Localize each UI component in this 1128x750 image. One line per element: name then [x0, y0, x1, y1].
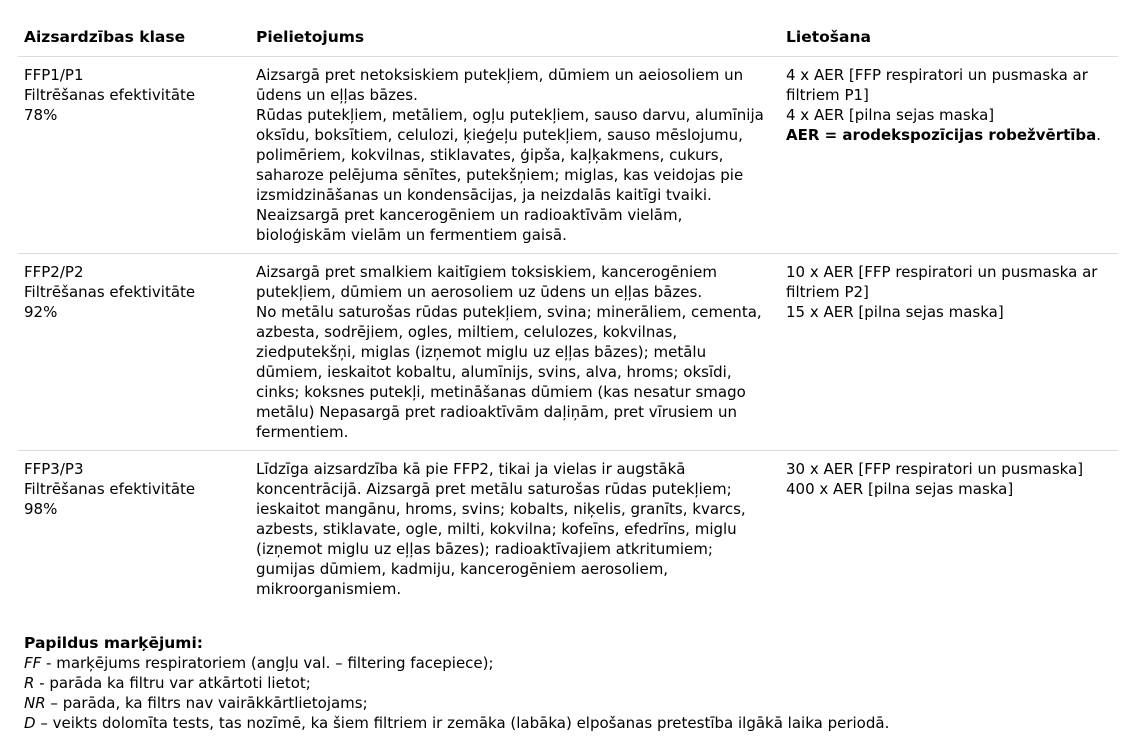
table-row-ffp1: [18, 57, 1118, 254]
note-text: - parāda ka filtru var atkārtoti lietot;: [34, 674, 311, 692]
additional-markings: [24, 633, 889, 733]
class-efficiency-value: 78%: [24, 106, 58, 124]
note-item: [24, 673, 889, 693]
note-item: [24, 693, 889, 713]
note-text: - marķējums respiratoriem (angļu val. – filtering facepiece);: [41, 654, 494, 672]
note-term: R: [24, 674, 35, 692]
header-protection-class: Aizsardzības klase: [18, 22, 250, 57]
usage-cell: [780, 451, 1118, 608]
application-text: Līdzīga aizsardzība kā pie FFP2, tikai ja vielas ir augstākā koncentrācijā. Aizsargā pret metālu saturošas rūdas putekļiem; ieskaitot mangānu, hroms, svins; kobalts, niķelis, granīts, kvarcs, azbests, stiklavate, ogle, milti, kokvilna; kofeīns, efedrīns, miglu (izņemot miglu uz eļļas bāzes); radioaktīvajiem atkritumiem; gumijas dūmiem, kadmiju, kancerogēniem aerosoliem, mikroorganismiem.: [256, 460, 751, 598]
class-cell: [18, 254, 250, 451]
note-term: FF: [24, 654, 42, 672]
class-efficiency-label: Filtrēšanas efektivitāte: [24, 86, 196, 104]
usage-line: 4 x AER [FFP respiratori un pusmaska ar filtriem P1]: [786, 66, 1093, 104]
usage-line: 10 x AER [FFP respiratori un pusmaska ar filtriem P2]: [786, 263, 1103, 301]
class-cell: [18, 57, 250, 254]
aer-definition-tail: .: [1096, 126, 1102, 144]
usage-line: 15 x AER [pilna sejas maska]: [786, 303, 1004, 321]
usage-cell: [780, 254, 1118, 451]
usage-line: 4 x AER [pilna sejas maska]: [786, 106, 995, 124]
usage-cell: [780, 57, 1118, 254]
note-term: NR: [24, 694, 46, 712]
note-text: – veikts dolomīta tests, tas nozīmē, ka šiem filtriem ir zemāka (labāka) elpošanas pretestība ilgākā laika periodā.: [35, 714, 890, 732]
note-text: – parāda, ka filtrs nav vairākkārtlietojams;: [45, 694, 368, 712]
application-text: Aizsargā pret netoksiskiem putekļiem, dūmiem un aeiosoliem un ūdens un eļļas bāzes. Rūdas putekļiem, metāliem, ogļu putekļiem, sauso darvu, alumīnija oksīdu, boksītiem, celulozi, ķieģeļu putekļiem, sauso mēslojumu, polimēriem, kokvilnas, stiklavates, ģipša, kaļķakmens, cukurs, saharoze pelējuma sēnītes, putekšņiem; miglas, kas veidojas pie izsmidzināšanas un kondensācijas, ja neizdalās kaitīgi tvaiki. Neaizsargā pret kancerogēniem un radioaktīvām vielām, bioloģiskām vielām un fermentiem gaisā.: [256, 66, 764, 244]
class-code: FFP2/P2: [24, 263, 84, 281]
note-item: [24, 713, 889, 733]
table-row-ffp2: [18, 254, 1118, 451]
class-code: FFP1/P1: [24, 66, 84, 84]
usage-line: 30 x AER [FFP respiratori un pusmaska]: [786, 460, 1084, 478]
class-code: FFP3/P3: [24, 460, 84, 478]
aer-definition: [786, 125, 1112, 145]
class-efficiency-label: Filtrēšanas efektivitāte: [24, 283, 196, 301]
aer-definition-bold: AER = arodekspozīcijas robežvērtība: [786, 126, 1097, 144]
notes-title: Papildus marķējumi:: [24, 634, 203, 652]
header-usage: Lietošana: [780, 22, 1118, 57]
respirator-class-table: [18, 22, 1118, 607]
table-header-row: [18, 22, 1118, 57]
note-term: D: [24, 714, 36, 732]
usage-line: 400 x AER [pilna sejas maska]: [786, 480, 1014, 498]
class-efficiency-label: Filtrēšanas efektivitāte: [24, 480, 196, 498]
application-cell: [250, 57, 780, 254]
class-efficiency-value: 92%: [24, 303, 58, 321]
application-text: Aizsargā pret smalkiem kaitīgiem toksiskiem, kancerogēniem putekļiem, dūmiem un aerosoliem uz ūdens un eļļas bāzes. No metālu saturošas rūdas putekļiem, svina; minerāliem, cementa, azbesta, sodrējiem, ogles, miltiem, celulozes, kokvilnas, ziedputekšņi, miglas (izņemot miglu uz eļļas bāzes); metālu dūmiem, ieskaitot kobaltu, alumīnijs, svins, alva, hroms; oksīdi, cinks; koksnes putekļi, metināšanas dūmiem (kas nesatur smago metālu) Nepasargā pret radioaktīvām daļiņām, pret vīrusiem un fermentiem.: [256, 263, 762, 441]
application-cell: [250, 451, 780, 608]
application-cell: [250, 254, 780, 451]
class-cell: [18, 451, 250, 608]
class-efficiency-value: 98%: [24, 500, 58, 518]
note-item: [24, 653, 889, 673]
table-row-ffp3: [18, 451, 1118, 608]
header-application: Pielietojums: [250, 22, 780, 57]
